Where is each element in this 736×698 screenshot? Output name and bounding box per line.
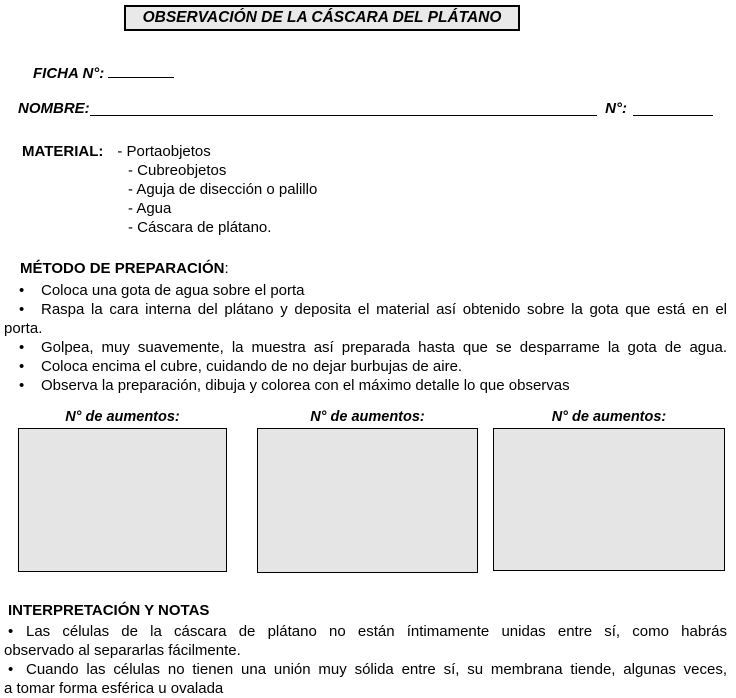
material-item: - Aguja de disección o palillo [128, 181, 318, 198]
bullet-icon: • [19, 282, 25, 299]
metodo-steps [0, 281, 736, 395]
material-row [22, 142, 736, 161]
aumentos-label: N° de aumentos: [551, 409, 667, 425]
material-item: - Cubreobjetos [128, 162, 227, 179]
nombre-label: NOMBRE: [18, 100, 90, 117]
interpretacion-heading: INTERPRETACIÓN Y NOTAS [8, 602, 210, 619]
ficha-label: FICHA N°: [33, 65, 105, 82]
interpretacion-note [0, 622, 736, 641]
aumentos-column [257, 409, 478, 573]
page-title [124, 5, 520, 31]
aumentos-label: N° de aumentos: [65, 409, 180, 425]
nombre-blank-line [90, 115, 598, 116]
bullet-icon: • [19, 358, 25, 375]
metodo-heading-colon: : [224, 260, 229, 277]
interpretacion-note-text: Cuando las células no tienen una unión muy sólida entre sí, su membrana tiende, algunas veces, [26, 661, 727, 678]
metodo-step [0, 338, 736, 357]
metodo-step-text: Coloca encima el cubre, cuidando de no dejar burbujas de aire. [41, 358, 463, 375]
material-item: - Agua [128, 200, 172, 217]
material-item: - Portaobjetos [117, 143, 211, 160]
ficha-row [33, 64, 736, 83]
drawing-box [18, 428, 227, 572]
metodo-step-text: Golpea, muy suavemente, la muestra así preparada hasta que se desparrame la gota de agua. [41, 339, 727, 356]
metodo-step [0, 281, 736, 300]
metodo-step [0, 300, 736, 319]
bullet-icon: • [8, 623, 14, 640]
metodo-step-text: Coloca una gota de agua sobre el porta [41, 282, 305, 299]
aumentos-column [493, 409, 725, 571]
material-label: MATERIAL: [22, 143, 104, 160]
numero-label: N°: [605, 100, 627, 117]
page-title-text: OBSERVACIÓN DE LA CÁSCARA DEL PLÁTANO [142, 9, 502, 26]
aumentos-section [0, 409, 736, 574]
metodo-step-continuation: porta. [4, 320, 43, 337]
numero-blank-line [633, 103, 713, 116]
ficha-blank-line [108, 65, 174, 78]
aumentos-column [18, 409, 227, 572]
metodo-step-text: Raspa la cara interna del plátano y deposita el material así obtenido sobre la gota que está en el [41, 301, 727, 318]
metodo-heading [20, 259, 736, 278]
interpretacion-note [0, 660, 736, 679]
metodo-heading-text: MÉTODO DE PREPARACIÓN [20, 260, 225, 277]
bullet-icon: • [19, 339, 25, 356]
metodo-step-text: Observa la preparación, dibuja y colorea con el máximo detalle lo que observas [41, 377, 570, 394]
material-item: - Cáscara de plátano. [128, 219, 272, 236]
nombre-row [18, 99, 713, 118]
drawing-box [493, 428, 725, 571]
metodo-step [0, 376, 736, 395]
bullet-icon: • [8, 661, 14, 678]
material-section [22, 142, 736, 237]
aumentos-label: N° de aumentos: [310, 409, 425, 425]
metodo-step [0, 357, 736, 376]
interpretacion-note-text: Las células de la cáscara de plátano no están íntimamente unidas entre sí, como habrás [26, 623, 727, 640]
interpretacion-note-continuation: observado al separarlas fácilmente. [4, 642, 241, 659]
bullet-icon: • [19, 301, 25, 318]
drawing-box [257, 428, 478, 573]
bullet-icon: • [19, 377, 25, 394]
interpretacion-notes [0, 622, 736, 698]
interpretacion-note-continuation: a tomar forma esférica u ovalada [4, 680, 224, 697]
